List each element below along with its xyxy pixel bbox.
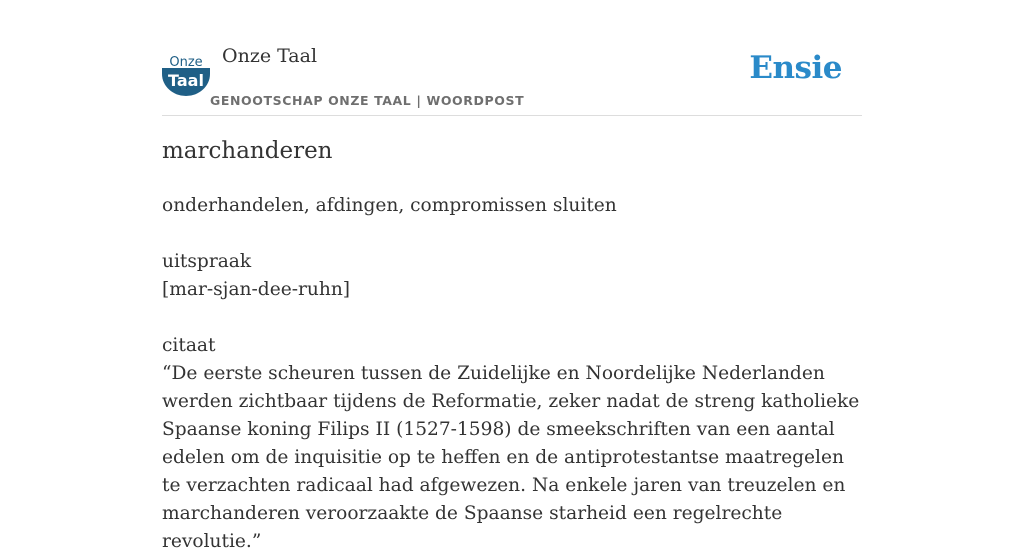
entry-page — [162, 0, 862, 552]
entry-title: marchanderen — [162, 138, 333, 164]
ensie-logo[interactable]: Ensie — [749, 50, 842, 86]
spacer — [162, 304, 867, 332]
entry-definition: onderhandelen, afdingen, compromissen sluiten — [162, 195, 617, 216]
brand-name[interactable]: Onze Taal — [222, 45, 318, 67]
quote-label: citaat — [162, 335, 216, 356]
header — [162, 0, 862, 116]
quote-text: “De eerste scheuren tussen de Zuidelijke en Noordelijke Nederlanden werden zichtbaar tijdens de Reformatie, zeker nadat de streng katholieke Spaanse koning Filips II (1527-1598) de smeekschriften van een aantal edelen om de inquisitie op te heffen en de antiprotestantse maatregelen te verzachten radicaal had afgewezen. Na enkele jaren van treuzelen en marchanderen veroorzaakte de Spaanse starheid een regelrechte revolutie.” — [162, 363, 860, 552]
pronunciation-label: uitspraak — [162, 251, 252, 272]
logo-line2: Taal — [168, 71, 204, 90]
spacer — [162, 220, 867, 248]
entry-body — [162, 192, 867, 556]
pronunciation-value: [mar-sjan-dee-ruhn] — [162, 279, 351, 300]
brand-subtitle: GENOOTSCHAP ONZE TAAL | WOORDPOST — [210, 93, 525, 108]
onze-taal-logo[interactable] — [162, 52, 210, 96]
logo-line1: Onze — [169, 55, 203, 70]
onze-taal-logo-icon — [162, 52, 210, 96]
